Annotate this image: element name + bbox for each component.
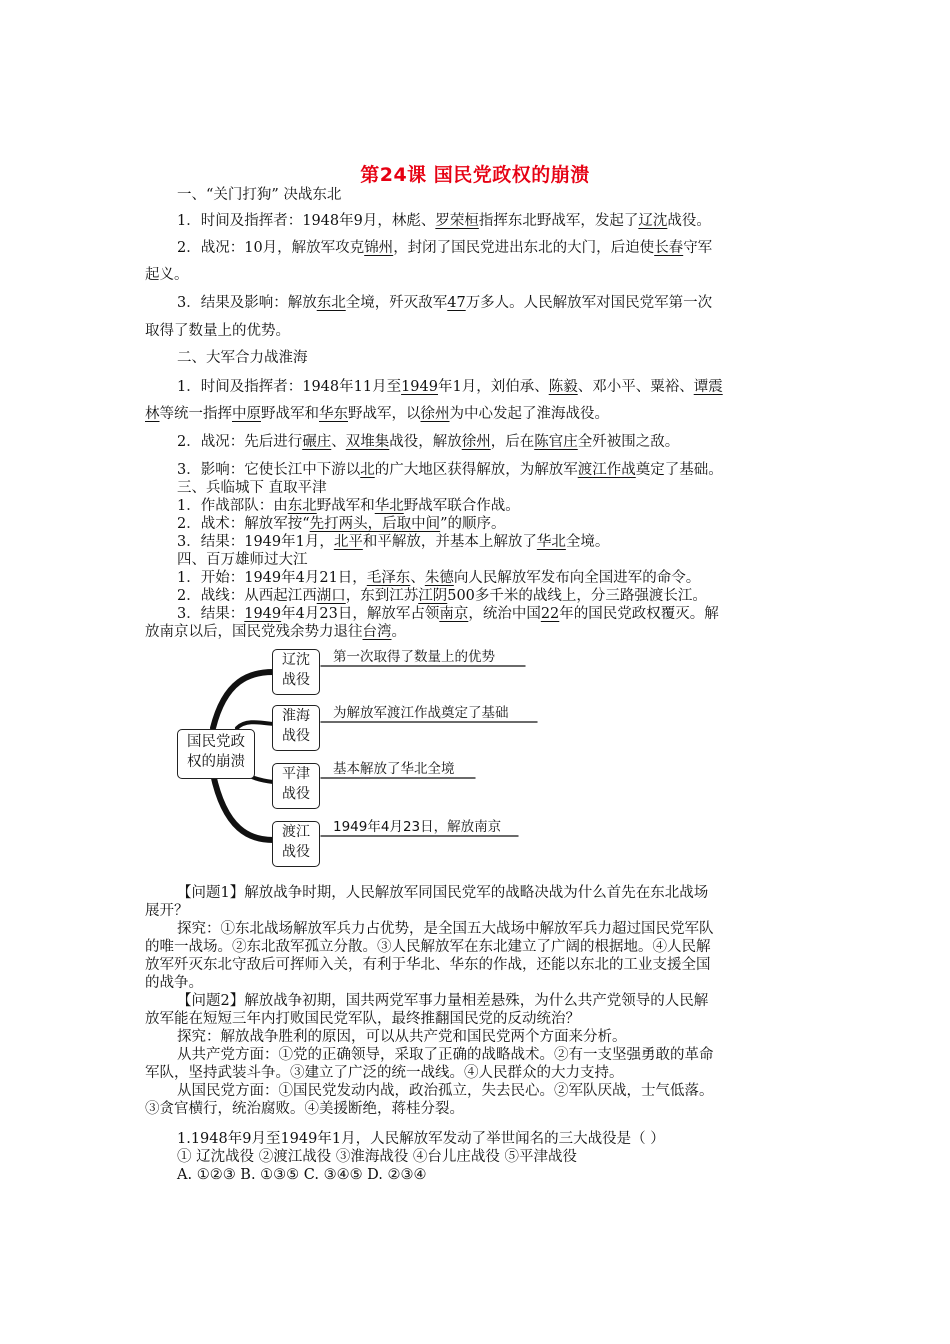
page-title: 第24课 国民党政权的崩溃 (360, 164, 590, 186)
text-line (145, 1009, 810, 1029)
text-segment: 起义。 (145, 267, 189, 283)
text-line (177, 919, 810, 939)
text-segment: 1.1948年9月至1949年1月，人民解放军发动了举世闻名的三大战役是（ ） (177, 1131, 665, 1147)
text-segment: 全歼被围之敌。 (577, 434, 680, 450)
underlined-answer: 南京 (439, 606, 469, 622)
text-segment: A. ①②③ B. ①③⑤ C. ③④⑤ D. ②③④ (177, 1167, 427, 1183)
underlined-answer: 东北 (316, 295, 346, 311)
text-segment: 战役，解放 (389, 434, 462, 450)
text-line (145, 1099, 810, 1119)
text-segment: 战役。 (667, 213, 711, 229)
branch-label-line: 淮海 (282, 708, 310, 724)
text-segment: ③贪官横行，统治腐败。④美援断绝，蒋桂分裂。 (145, 1101, 464, 1117)
underlined-answer: 长春 (654, 240, 684, 256)
text-segment: 、 (410, 570, 425, 586)
text-segment: 2．战术：解放军按“ (177, 516, 310, 532)
text-segment: 野战军联合作战。 (403, 498, 520, 514)
text-line (177, 496, 810, 516)
branch-label-line: 战役 (282, 672, 310, 688)
branch-label-line: 战役 (282, 786, 310, 802)
text-line (177, 211, 810, 231)
text-segment: 的战争。 (145, 975, 203, 991)
text-line (177, 460, 810, 480)
text-segment: 和平解放，并基本上解放了 (362, 534, 537, 550)
note-dujiang: 1949年4月23日，解放南京 (333, 819, 502, 835)
text-line (145, 901, 810, 921)
branch-dujiang (272, 821, 320, 867)
text-segment: 【问题2】解放战争初期，国共两党军事力量相差悬殊，为什么共产党领导的人民解 (177, 993, 709, 1009)
branch-liaoshen-label (273, 650, 319, 690)
text-line (145, 321, 810, 341)
text-segment: 三、兵临城下 直取平津 (177, 480, 327, 496)
underlined-answer: 朱德 (424, 570, 454, 586)
text-line (177, 432, 810, 452)
text-segment: 放军歼灭东北守敌后可挥师入关，有利于华北、华东的作战，还能以东北的工业支援全国 (145, 957, 711, 973)
text-segment: 的唯一战场。②东北敌军孤立分散。③人民解放军在东北建立了广阔的根据地。④人民解 (145, 939, 711, 955)
branch-liaoshen (272, 649, 320, 695)
branch-dujiang-label (273, 822, 319, 862)
text-segment: 、 (331, 434, 346, 450)
underlined-answer: 华东 (319, 406, 348, 422)
underlined-answer: 1949 (401, 379, 438, 395)
text-line (145, 955, 810, 975)
underlined-answer: 22 (540, 606, 560, 622)
root-label-line: 国民党政 (187, 734, 245, 750)
text-segment: 2．战况：10月，解放军攻克 (177, 240, 365, 256)
underlined-answer: 碾庄 (302, 434, 332, 450)
underlined-answer: 陈官庄 (534, 434, 578, 450)
branch-label-line: 辽沈 (282, 652, 310, 668)
branch-label-line: 渡江 (282, 824, 310, 840)
text-segment: 奠定了基础。 (635, 462, 723, 478)
text-segment: ，后在 (490, 434, 535, 450)
text-segment: ① 辽沈战役 ②渡江战役 ③淮海战役 ④台儿庄战役 ⑤平津战役 (177, 1149, 578, 1165)
branch-pingjin-label (273, 764, 319, 804)
branch-huaihai-label (273, 706, 319, 746)
branch-label-line: 平津 (282, 766, 310, 782)
text-line (177, 991, 810, 1011)
underlined-answer: 罗荣桓 (435, 213, 479, 229)
note-huaihai: 为解放军渡江作战奠定了基础 (333, 705, 509, 721)
text-segment: 3．结果及影响：解放 (177, 295, 317, 311)
underlined-answer: 北平 (333, 534, 363, 550)
text-segment: 守军 (683, 240, 713, 256)
text-segment: 取得了数量上的优势。 (145, 323, 290, 339)
text-line (177, 883, 810, 903)
underlined-answer: 江阴 (418, 588, 448, 604)
root-label-line: 权的崩溃 (187, 754, 245, 770)
underlined-answer: 徐州 (420, 406, 450, 422)
text-line (177, 1147, 810, 1167)
text-line (177, 568, 810, 588)
text-segment: 的广大地区获得解放，为解放军 (374, 462, 578, 478)
text-line (177, 1081, 810, 1101)
text-segment: 2．战线：从西起江西 (177, 588, 317, 604)
underlined-answer: 辽沈 (638, 213, 668, 229)
text-segment: 1．开始：1949年4月21日， (177, 570, 367, 586)
text-segment: 向人民解放军发布向全国进军的命令。 (453, 570, 701, 586)
underlined-answer: 锦州 (364, 240, 394, 256)
underlined-answer: 47 (447, 295, 466, 311)
text-line (145, 622, 810, 642)
text-segment: 四、百万雄师过大江 (177, 552, 308, 568)
text-line (177, 550, 810, 570)
text-line (177, 1129, 810, 1149)
text-line (177, 348, 810, 368)
text-line (145, 973, 810, 993)
text-segment: ”的顺序。 (440, 516, 506, 532)
note-liaoshen: 第一次取得了数量上的优势 (333, 649, 495, 665)
text-line (177, 238, 810, 258)
text-segment: 万多人。人民解放军对国民党军第一次 (465, 295, 713, 311)
underlined-answer: 1949 (244, 606, 282, 622)
text-line (177, 185, 810, 205)
text-line (177, 377, 810, 397)
mind-map-root-label (178, 732, 254, 772)
text-segment: ，东到江苏 (345, 588, 419, 604)
text-segment: 【问题1】解放战争时期，人民解放军同国民党军的战略决战为什么首先在东北战场 (177, 885, 709, 901)
text-segment: 野战军，以 (348, 406, 421, 422)
text-segment: 探究：①东北战场解放军兵力占优势，是全国五大战场中解放军兵力超过国民党军队 (177, 921, 714, 937)
text-line (177, 586, 810, 606)
underlined-answer: 东北 (287, 498, 317, 514)
text-segment: 放南京以后，国民党残余势力退往 (145, 624, 363, 640)
text-segment: 2．战况：先后进行 (177, 434, 303, 450)
mind-map-root (177, 729, 255, 779)
text-segment: 从共产党方面：①党的正确领导，采取了正确的战略战术。②有一支坚强勇敢的革命 (177, 1047, 714, 1063)
text-segment: 从国民党方面：①国民党发动内战，政治孤立，失去民心。②军队厌战，士气低落。 (177, 1083, 714, 1099)
text-segment: 放军能在短短三年内打败国民党军队，最终推翻国民党的反动统治？ (145, 1011, 580, 1027)
text-segment: 等统一指挥 (159, 406, 232, 422)
underlined-answer: 先打两头，后取中间 (309, 516, 441, 532)
text-segment: ，统治中国 (468, 606, 541, 622)
underlined-answer: 华北 (374, 498, 404, 514)
text-line (177, 478, 810, 498)
text-segment: 指挥东北野战军，发起了 (478, 213, 639, 229)
text-segment: 一、“关门打狗” 决战东北 (177, 187, 342, 203)
text-line (177, 604, 810, 624)
text-segment: 军队，坚持武装斗争。③建立了广泛的统一战线。④人民群众的大力支持。 (145, 1065, 624, 1081)
text-segment: 全境。 (565, 534, 610, 550)
text-line (177, 514, 810, 534)
text-segment: 1．时间及指挥者：1948年11月至 (177, 379, 402, 395)
text-line (145, 265, 810, 285)
text-segment: 展开？ (145, 903, 189, 919)
underlined-answer: 湖口 (316, 588, 346, 604)
underlined-answer: 中原 (232, 406, 261, 422)
text-segment: 全境，歼灭敌军 (345, 295, 448, 311)
underlined-answer: 北 (360, 462, 375, 478)
text-segment: 3．结果：1949年1月， (177, 534, 334, 550)
branch-huaihai (272, 705, 320, 751)
text-line (177, 1165, 810, 1185)
text-segment: 3．影响：它使长江中下游以 (177, 462, 361, 478)
text-segment: 年4月23日，解放军占领 (281, 606, 440, 622)
underlined-answer: 毛泽东 (366, 570, 411, 586)
underlined-answer: 渡江作战 (577, 462, 636, 478)
text-segment: 为中心发起了淮海战役。 (449, 406, 609, 422)
underlined-answer: 华北 (536, 534, 566, 550)
text-segment: 二、大军合力战淮海 (177, 350, 308, 366)
underlined-answer: 台湾 (362, 624, 392, 640)
text-line (145, 937, 810, 957)
text-segment: ，封闭了国民党进出东北的大门，后迫使 (393, 240, 655, 256)
underlined-answer: 徐州 (461, 434, 491, 450)
underlined-answer: 双堆集 (345, 434, 390, 450)
text-segment: 1．时间及指挥者：1948年9月，林彪、 (177, 213, 436, 229)
text-line (145, 1063, 810, 1083)
text-segment: 3．结果： (177, 606, 245, 622)
text-segment: 年的国民党政权覆灭。解 (559, 606, 719, 622)
root-label (178, 732, 254, 772)
text-segment: 年1月，刘伯承、 (437, 379, 549, 395)
text-segment: 、邓小平、粟裕、 (577, 379, 694, 395)
text-segment: 野战军和 (261, 406, 319, 422)
text-segment: 1．作战部队：由 (177, 498, 288, 514)
text-line (145, 404, 810, 424)
underlined-answer: 林 (145, 406, 160, 422)
note-pingjin: 基本解放了华北全境 (333, 761, 455, 777)
text-line (177, 532, 810, 552)
branch-label-line: 战役 (282, 844, 310, 860)
text-segment: 探究：解放战争胜利的原因，可以从共产党和国民党两个方面来分析。 (177, 1029, 627, 1045)
text-line (177, 1045, 810, 1065)
text-segment: 。 (391, 624, 406, 640)
underlined-answer: 谭震 (693, 379, 723, 395)
branch-label-line: 战役 (282, 728, 310, 744)
text-segment: 500多千米的战线上，分三路强渡长江。 (447, 588, 707, 604)
text-segment: 野战军和 (316, 498, 375, 514)
branch-pingjin (272, 763, 320, 809)
text-line (177, 1027, 810, 1047)
underlined-answer: 陈毅 (548, 379, 578, 395)
text-line (177, 293, 810, 313)
